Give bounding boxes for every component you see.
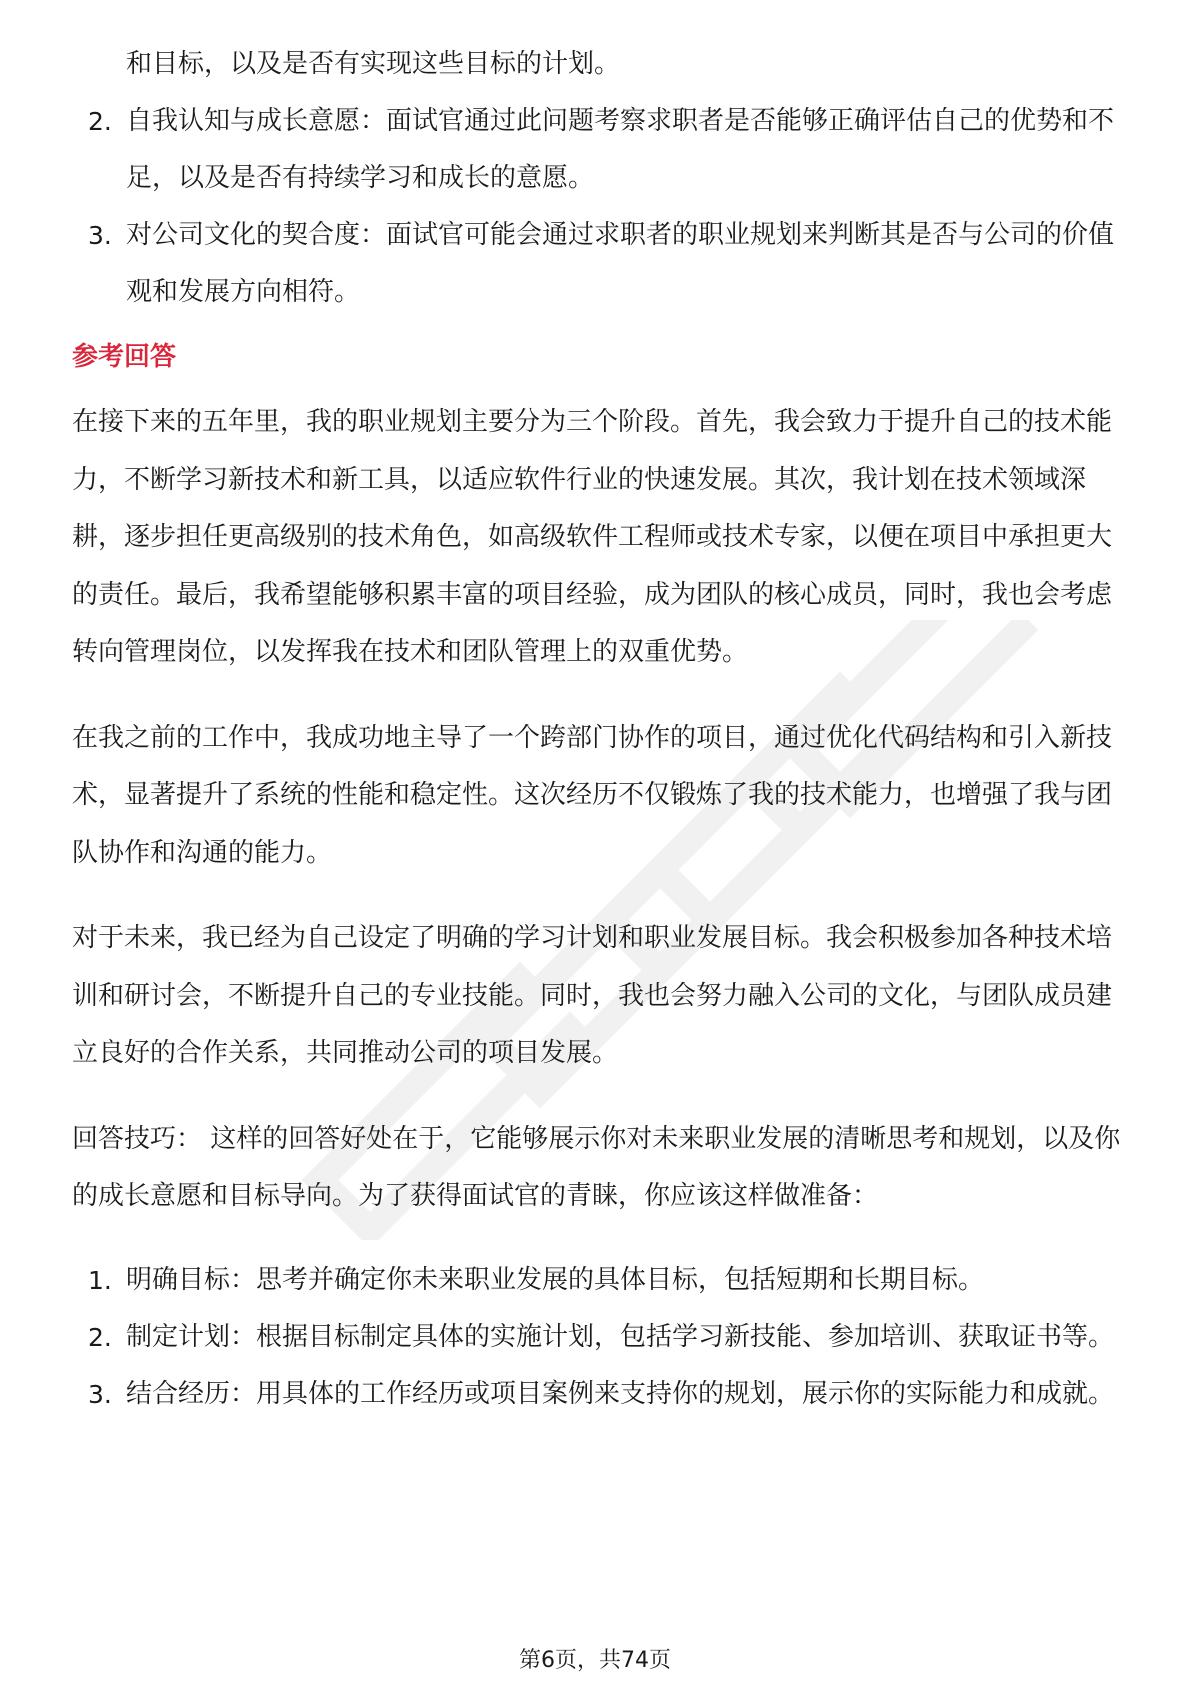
list-item xyxy=(72,1309,1122,1366)
tips-paragraph: 回答技巧： 这样的回答好处在于，它能够展示你对未来职业发展的清晰思考和规划，以及你的成长意愿和目标导向。为了获得面试官的青睐，你应该这样做准备： xyxy=(72,1123,1121,1211)
section-title: 参考回答 xyxy=(72,342,177,372)
list-item-text: 结合经历：用具体的工作经历或项目案例来支持你的规划，展示你的实际能力和成就。 xyxy=(126,1378,1115,1409)
list-item-text: 制定计划：根据目标制定具体的实施计划，包括学习新技能、参加培训、获取证书等。 xyxy=(126,1321,1115,1352)
tips-list xyxy=(72,1252,1122,1423)
list-item-continuation: 和目标，以及是否有实现这些目标的计划。 xyxy=(126,49,621,79)
list-number: 3. xyxy=(88,221,112,250)
criteria-list xyxy=(72,93,1122,321)
list-item xyxy=(72,207,1122,321)
answer-paragraph: 在我之前的工作中，我成功地主导了一个跨部门协作的项目，通过优化代码结构和引入新技术，显著提升了系统的性能和稳定性。这次经历不仅锻炼了我的技术能力，也增强了我与团队协作和沟通的能力。 xyxy=(72,722,1113,868)
list-item xyxy=(72,93,1122,207)
list-item-text: 明确目标：思考并确定你未来职业发展的具体目标，包括短期和长期目标。 xyxy=(126,1264,985,1295)
page-content xyxy=(72,36,1122,1423)
list-number: 3. xyxy=(88,1379,112,1409)
list-number: 2. xyxy=(88,1322,112,1352)
answer-paragraph: 对于未来，我已经为自己设定了明确的学习计划和职业发展目标。我会积极参加各种技术培训和研讨会，不断提升自己的专业技能。同时，我也会努力融入公司的文化，与团队成员建立良好的合作关系，共同推动公司的项目发展。 xyxy=(72,923,1113,1068)
list-number: 1. xyxy=(88,1265,112,1295)
answer-paragraph: 在接下来的五年里，我的职业规划主要分为三个阶段。首先，我会致力于提升自己的技术能力，不断学习新技术和新工具，以适应软件行业的快速发展。其次，我计划在技术领域深耕，逐步担任更高级别的技术角色，如高级软件工程师或技术专家，以便在项目中承担更大的责任。最后，我希望能够积累丰富的项目经验，成为团队的核心成员，同时，我也会考虑转向管理岗位，以发挥我在技术和团队管理上的双重优势。 xyxy=(72,407,1113,667)
list-item xyxy=(72,1252,1122,1309)
list-number: 2. xyxy=(88,107,112,136)
list-item xyxy=(72,1366,1122,1423)
list-item-text: 自我认知与成长意愿：面试官通过此问题考察求职者是否能够正确评估自己的优势和不足，以及是否有持续学习和成长的意愿。 xyxy=(126,106,1115,193)
list-item-text: 对公司文化的契合度：面试官可能会通过求职者的职业规划来判断其是否与公司的价值观和发展方向相符。 xyxy=(126,220,1115,307)
page-footer: 第6页，共74页 xyxy=(519,1648,671,1673)
